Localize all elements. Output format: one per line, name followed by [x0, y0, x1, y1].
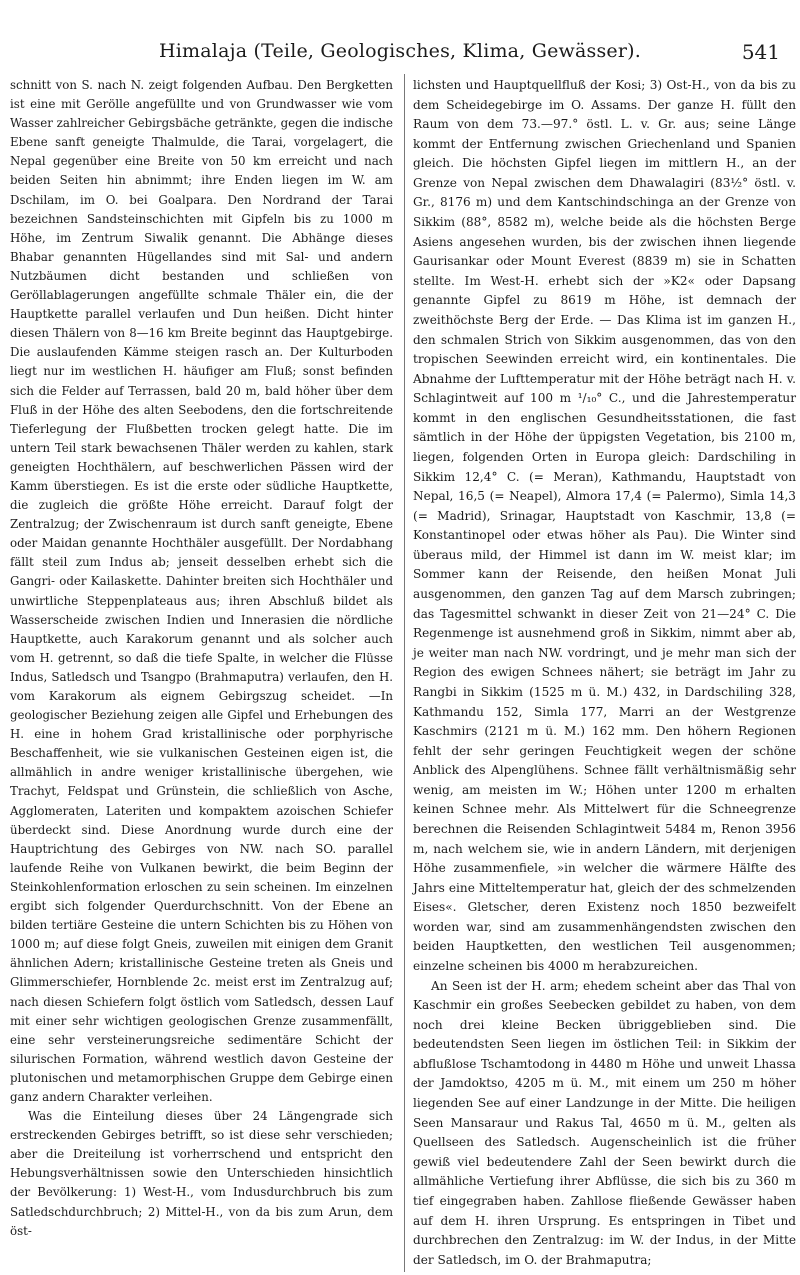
- right-column: [413, 76, 796, 1270]
- page-header: [14, 40, 786, 74]
- paragraph: Was die Einteilung dieses über 24 Längengrade sich erstreckenden Gebirges betrifft, so ist diese sehr verschieden; aber die Dreiteilung ist vorherrschend und entspricht den Hebungsverhältnissen sowie den Unterschieden hinsichtlich der Bevölkerung: 1) West-H., vom Indusdurchbruch bis zum Satledschdurchbruch; 2) Mittel-H., von da bis zum Arun, dem öst-: [10, 1109, 393, 1238]
- paragraph: schnitt von S. nach N. zeigt folgenden Aufbau. Den Bergketten ist eine mit Gerölle angefüllte und von Grundwasser wie vom Wasser zahlreicher Gebirgsbäche getränkte, gegen die indische Ebene sanft geneigte Thalmulde, die Tarai, vorgelagert, die Nepal gegenüber eine Breite von 50 km erreicht und nach beiden Seiten hin abnimmt; ihre Enden liegen im W. am Dschilam, im O. bei Goalpara. Den Nordrand der Tarai bezeichnen Sandsteinschichten mit Gipfeln bis zu 1000 m Höhe, im Zentrum Siwalik genannt. Die Abhänge dieses Bhabar genannten Hügellandes sind mit Sal- und andern Nutzbäumen dicht bestanden und schließen von Geröllablagerungen angefüllte schmale Thäler ein, die der Hauptkette parallel verlaufen und Dun heißen. Dicht hinter diesen Thälern von 8—16 km Breite beginnt das Hauptgebirge. Die auslaufenden Kämme steigen rasch an. Der Kulturboden liegt nur im westlichen H. häufiger am Fluß; sonst befinden sich die Felder auf Terrassen, bald 20 m, bald höher über dem Fluß in der Höhe des alten Seebodens, den die fortschreitende Tieferlegung der Flußbetten trocken gelegt hatte. Die im untern Teil stark bewachsenen Thäler werden zu kahlen, stark geneigten Hochthälern, auf beschwerlichen Pässen wird der Kamm überstiegen. Es ist die erste oder südliche Hauptkette, die zugleich die größte Höhe erreicht. Darauf folgt der Zentralzug; der Zwischenraum ist durch sanft geneigte, Ebene oder Maidan genannte Hochthäler ausgefüllt. Der Nordabhang fällt steil zum Indus ab; jenseit desselben erhebt sich die Gangri- oder Kailaskette. Dahinter breiten sich Hochthäler und unwirtliche Steppenplateaus aus; ihren Abschluß bildet als Wasserscheide zwischen Indien und Innerasien die nördliche Hauptkette, auch Karakorum genannt und als solcher auch vom H. getrennt, so daß die tiefe Spalte, in welcher die Flüsse Indus, Satledsch und Tsangpo (Brahmaputra) verlaufen, den H. vom Karakorum als eignem Gebirgszug scheidet. —In geologischer Beziehung zeigen alle Gipfel und Erhebungen des H. eine in hohem Grad kristallinische oder porphyrische Beschaffenheit, wie sie vulkanischen Gesteinen eigen ist, die allmählich in andre weniger kristallinische übergehen, wie Trachyt, Feldspat und Grünstein, die schließlich von Asche, Agglomeraten, Lateriten und kompaktem azoischen Schiefer überdeckt sind. Diese Anordnung wurde durch eine der Hauptrichtung des Gebirges von NW. nach SO. parallel laufende Reihe von Vulkanen bewirkt, die beim Beginn der Steinkohlenformation erloschen zu sein scheinen. Im einzelnen ergibt sich folgender Querdurchschnitt. Von der Ebene an bilden tertiäre Gesteine die untern Schichten bis zu Höhen von 1000 m; auf diese folgt Gneis, zuweilen mit einigen dem Granit ähnlichen Adern; kristallinische Gesteine treten als Gneis und Glimmerschiefer, Hornblende 2c. meist erst im Zentralzug auf; nach diesen Schiefern folgt östlich vom Satledsch, dessen Lauf mit einer sehr wichtigen geologischen Grenze zusammenfällt, eine sehr versteinerungsreiche sedimentäre Schicht der silurischen Formation, während westlich davon Gesteine der plutonischen und metamorphischen Gruppe dem Gebirge einen ganz andern Charakter verleihen.: [10, 78, 394, 1104]
- page-number: 541: [741, 40, 780, 64]
- running-title: Himalaja (Teile, Geologisches, Klima, Gewässer).: [159, 40, 641, 62]
- paragraph: An Seen ist der H. arm; ehedem scheint aber das Thal von Kaschmir ein großes Seebecken gebildet zu haben, von dem noch drei kleine Becken übriggeblieben sind. Die bedeutendsten Seen liegen im östlichen Teil: in Sikkim der abflußlose Tschamtodong in 4480 m Höhe und unweit Lhassa der Jamdoktso, 4205 m ü. M., mit einem um 250 m höher liegenden See auf einer Landzunge in der Mitte. Die heiligen Seen Mansaraur und Rakus Tal, 4650 m ü. M., gelten als Quellseen des Satledsch. Augenscheinlich ist die früher gewiß viel bedeutendere Zahl der Seen bewirkt durch die allmähliche Vertiefung ihrer Abflüsse, die sich bis zu 360 m tief eingegraben haben. Zahllose fließende Gewässer haben auf dem H. ihren Ursprung. Es entspringen in Tibet und durchbrechen den Zentralzug: im W. der Indus, in der Mitte der Satledsch, im O. der Brahmaputra;: [413, 978, 796, 1267]
- paragraph: lichsten und Hauptquellfluß der Kosi; 3) Ost-H., von da bis zu dem Scheidegebirge im O. Assams. Der ganze H. füllt den Raum von dem 73.—97.° östl. L. v. Gr. aus; seine Länge kommt der Entfernung zwischen Griechenland und Spanien gleich. Die höchsten Gipfel liegen im mittlern H., an der Grenze von Nepal zwischen dem Dhawalagiri (83½° östl. v. Gr., 8176 m) und dem Kantschindschinga an der Grenze von Sikkim (88°, 8582 m), welche beide als die höchsten Berge Asiens angesehen wurden, bis der zwischen ihnen liegende Gaurisankar oder Mount Everest (8839 m) sie in Schatten stellte. Im West-H. erhebt sich der »K2« oder Dapsang genannte Gipfel zu 8619 m Höhe, ist demnach der zweithöchste Berg der Erde. — Das Klima ist im ganzen H., den schmalen Strich von Sikkim ausgenommen, das von den tropischen Seewinden erreicht wird, ein kontinentales. Die Abnahme der Lufttemperatur mit der Höhe beträgt nach H. v. Schlagintweit auf 100 m ¹/₁₀° C., und die Jahrestemperatur kommt in den englischen Gesundheitsstationen, die fast sämtlich in der Höhe der üppigsten Vegetation, bis 2100 m, liegen, folgenden Orten in Europa gleich: Dardschiling in Sikkim 12,4° C. (= Meran), Kathmandu, Hauptstadt von Nepal, 16,5 (= Neapel), Almora 17,4 (= Palermo), Simla 14,3 (= Madrid), Srinagar, Hauptstadt von Kaschmir, 13,8 (= Konstantinopel oder etwas höher als Pau). Die Winter sind überaus mild, der Himmel ist dann im W. meist klar; im Sommer kann der Reisende, den heißen Monat Juli ausgenommen, den ganzen Tag auf dem Marsch zubringen; das Tagesmittel schwankt in dieser Zeit von 21—24° C. Die Regenmenge ist ausnehmend groß in Sikkim, nimmt aber ab, je weiter man nach NW. vordringt, und je mehr man sich der Region des ewigen Schnees nähert; sie beträgt im Jahr zu Rangbi in Sikkim (1525 m ü. M.) 432, in Dardschiling 328, Kathmandu 152, Simla 177, Marri an der Westgrenze Kaschmirs (2121 m ü. M.) 162 mm. Den höhern Regionen fehlt der sehr geringen Feuchtigkeit wegen der schöne Anblick des Alpenglühens. Schnee fällt verhältnismäßig sehr wenig, am meisten im W.; Höhen unter 1200 m erhalten keinen Schnee mehr. Als Mittelwert für die Schneegrenze berechnen die Reisenden Schlagintweit 5484 m, Renon 3956 m, nach welchem sie, wie in andern Ländern, mit derjenigen Höhe zusammenfiele, »in welcher die wärmere Hälfte des Jahrs eine Mitteltemperatur hat, gleich der des schmelzenden Eises«. Gletscher, deren Existenz noch 1850 bezweifelt worden war, sind am zusammenhängendsten zwischen den beiden Hauptketten, den westlichen Teil ausgenommen; einzelne scheinen bis 4000 m herabzureichen.: [413, 78, 796, 974]
- column-divider: [404, 74, 405, 1272]
- left-column: [10, 76, 393, 1241]
